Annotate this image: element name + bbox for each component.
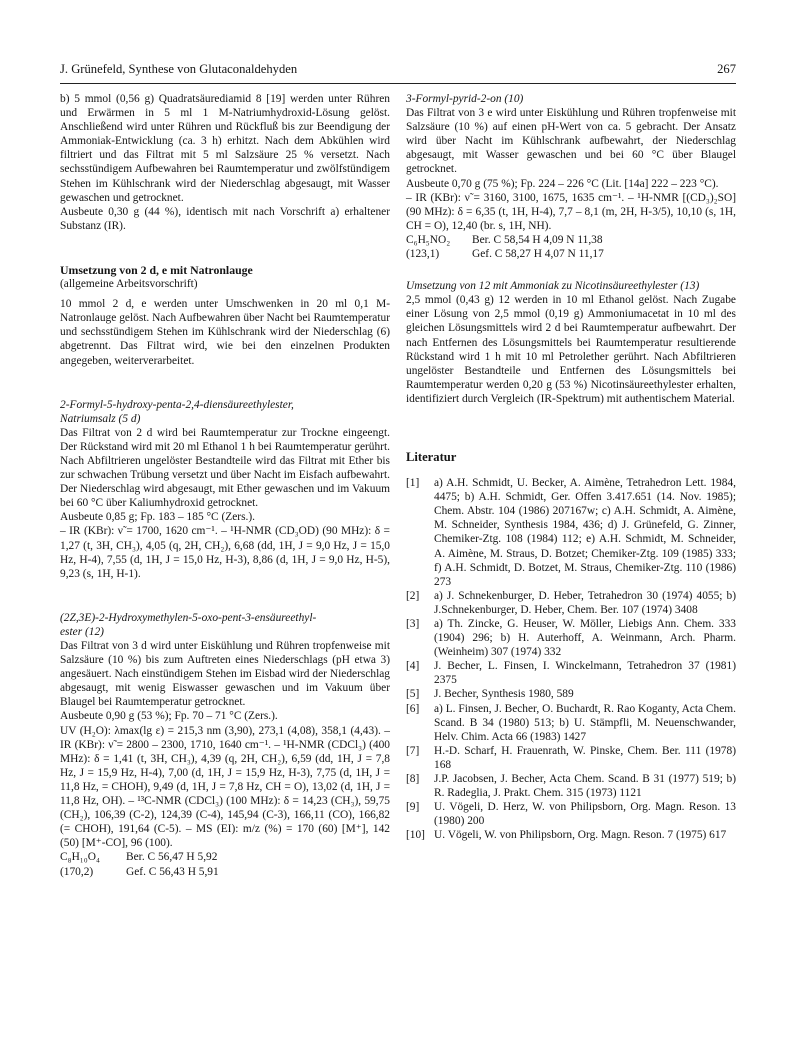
compound-13-procedure: 2,5 mmol (0,43 g) 12 werden in 10 ml Ethanol gelöst. Nach Zugabe einer Lösung von 2,5 mmol (0,19 g) Ammoniumacetat in 10 ml des gleichen Lösungsmittels wird 2 d bei Raumtemperatur aufbewahrt. Der nach Entfernen des Lösungsmittels bei Raumtemperatur resultierende Rückstand wird 1 h mit 10 ml Petrolether gerührt. Nach Abfiltrieren ungelöster Bestandteile und Entfernen des Lösungsmittels bei Raumtemperatur werden 0,20 g (53 %) Nicotinsäureethylester erhalten, identifiziert durch Vergleich (IR-Spektrum) mit authentischem Material.: [406, 294, 736, 405]
left-column: [60, 92, 390, 879]
molecular-weight: (123,1): [406, 248, 440, 261]
reference-number: [7]: [406, 744, 420, 757]
compound-12-procedure: Das Filtrat von 3 d wird unter Eiskühlung und Rühren tropfenweise mit Salzsäure (10 %) bis zum Auftreten eines Niederschlags (pH etwa 3) angesäuert. Nach einstündigem Stehen im Eisbad wird der Niederschlag abgesaugt, mit wenig Eiswasser gewaschen und im Vakuum über Blaugel bei Raumtemperatur getrocknet.: [60, 640, 390, 709]
literature-heading: Literatur: [406, 449, 457, 464]
compound-5d-title-line2: Natriumsalz (5 d): [60, 412, 141, 425]
page-number: 267: [717, 62, 736, 76]
reference-item: [406, 687, 736, 701]
compound-5d-yield: Ausbeute 0,85 g; Fp. 183 – 185 °C (Zers.).: [60, 511, 256, 524]
compound-10-yield: Ausbeute 0,70 g (75 %); Fp. 224 – 226 °C (Lit. [14a] 222 – 223 °C).: [406, 177, 719, 190]
compound-10-title: 3-Formyl-pyrid-2-on (10): [406, 93, 524, 105]
calculated-values: Ber. C 56,47 H 5,92: [126, 851, 218, 864]
compound-5d-procedure: Das Filtrat von 2 d wird bei Raumtemperatur zur Trockne eingeengt. Der Rückstand wird mit 20 ml Ethanol 1 h bei Raumtemperatur gerührt. Nach Abfiltrieren ungelöster Bestandteile wird das Filtrat mit Ether bis zur schwachen Trübung versetzt und über Nacht im Eisfach aufbewahrt. Der Niederschlag wird abgesaugt, mit Ether gewaschen und im Vakuum bei 60 °C über Kaliumhydroxid getrocknet.: [60, 426, 390, 510]
reference-text: a) J. Schnekenburger, D. Heber, Tetrahedron 30 (1974) 4055; b) J.Schnekenburger, D. Heber, Chem. Ber. 107 (1974) 3408: [434, 589, 736, 616]
molecular-formula: C₆H₅NO₂: [406, 233, 451, 246]
compound-12-title-line1: (2Z,3E)-2-Hydroxymethylen-5-oxo-pent-3-ensäureethyl-: [60, 611, 317, 624]
reference-text: J. Becher, L. Finsen, I. Winckelmann, Tetrahedron 37 (1981) 2375: [434, 660, 736, 687]
compound-10-procedure: Das Filtrat von 3 e wird unter Eiskühlung und Rühren tropfenweise mit Salzsäure (10 %) auf einen pH-Wert von ca. 5 gebracht. Der Ansatz wird über Nacht im Kühlschrank aufbewahrt, der Niederschlag abgesaugt, mit Wasser gewaschen und bei 60 °C über Blaugel getrocknet.: [406, 107, 736, 176]
reference-list: [406, 476, 736, 842]
reference-number: [2]: [406, 589, 420, 602]
compound-12-yield: Ausbeute 0,90 g (53 %); Fp. 70 – 71 °C (Zers.).: [60, 710, 278, 723]
reference-item: [406, 589, 736, 617]
compound-12-spectra: UV (H₂O): λmax(lg ε) = 215,3 nm (3,90), 273,1 (4,08), 358,1 (4,43). – IR (KBr): ν̃ = 2800 – 2300, 1710, 1640 cm⁻¹. – ¹H-NMR (CDCl₃) (400 MHz): δ = 1,41 (t, 3H, CH₃), 4,39 (q, 2H, CH₂), 6,59 (dd, 1H, J = 7,8 Hz, J = 15,9 Hz, H-4), 7,00 (d, 1H, J = 15,9 Hz, H-3), 7,75 (d, 1H, J = 11,8 Hz, = CHOH), 9,49 (d, 1H, J = 7,8 Hz, CH = O), 13,02 (d, 1H, J = 11,8 Hz, OH). – ¹³C-NMR (CDCl₃) (100 MHz): δ = 14,23 (CH₃), 59,75 (CH₂), 106,39 (C-2), 124,39 (C-4), 145,94 (C-3), 166,11 (CO), 166,82 (= CHOH), 191,64 (C-5). – MS (EI): m/z (%) = 170 (60) [M⁺], 142 (50) [M⁺-CO], 96 (100).: [60, 724, 390, 850]
reference-number: [6]: [406, 702, 420, 715]
compound-5d-title: [60, 398, 390, 426]
reference-number: [9]: [406, 801, 420, 814]
reference-number: [3]: [406, 618, 420, 630]
reference-text: a) L. Finsen, J. Becher, O. Buchardt, R. Rao Koganty, Acta Chem. Scand. B 34 (1980) 513; b) U. Stämpfli, M. Neuenschwander, Helv. Chim. Acta 66 (1983) 1427: [434, 702, 736, 743]
reference-text: J. Becher, Synthesis 1980, 589: [434, 688, 574, 701]
reference-item: [406, 772, 736, 800]
reference-text: U. Vögeli, W. von Philipsborn, Org. Magn. Reson. 7 (1975) 617: [434, 829, 727, 842]
compound-10-spectra: – IR (KBr): ν̃ = 3160, 3100, 1675, 1635 cm⁻¹. – ¹H-NMR [(CD₃)₂SO] (90 MHz): δ = 6,35 (t, 1H, H-4), 7,7 – 8,1 (m, 2H, H-3/5), 10,10 (s, 1H, CH = O), 12,40 (br. s, 1H, NH).: [406, 191, 736, 232]
reference-text: U. Vögeli, D. Herz, W. von Philipsborn, Org. Magn. Reson. 13 (1980) 200: [434, 801, 736, 828]
calculated-values: Ber. C 58,54 H 4,09 N 11,38: [472, 233, 603, 246]
procedure-b-text: b) 5 mmol (0,56 g) Quadratsäurediamid 8 [19] werden unter Rühren und Erwärmen in 5 ml 1 M-Natriumhydroxid-Lösung gelöst. Anschließend wird unter Rühren und Rückfluß bis zur Beendigung der Ammoniak-Entwicklung (ca. 3 h) erhitzt. Nach dem Abkühlen wird filtriert und das Filtrat mit 5 ml Salzsäure 25 % versetzt. Nach sechsstündigem Aufbewahren bei Raumtemperatur und zwölfstündigem Stehen im Kühlschrank wird der Niederschlag abgesaugt, mit Wasser gewaschen und getrocknet.: [60, 93, 390, 204]
reference-number: [4]: [406, 660, 420, 673]
reference-number: [8]: [406, 773, 420, 786]
running-header: [60, 62, 736, 82]
right-column: [406, 92, 736, 843]
section-subtitle: (allgemeine Arbeitsvorschrift): [60, 278, 198, 291]
molecular-formula: C₈H₁₀O₄: [60, 851, 100, 864]
reference-text: a) A.H. Schmidt, U. Becker, A. Aimène, Tetrahedron Lett. 1984, 4475; b) A.H. Schmidt, Ger. Offen 3.417.651 (14. Nov. 1985); Chem. Abstr. 104 (1986) 207167w; c) A.H. Schmidt, A. Aimène, M. Schneider, Synthesis 1984, 436; d) J. Grünefeld, G. Zinner, Chemiker-Ztg. 108 (1984) 112; e) A.H. Schmidt, M. Schneider, A. Aimène, M. Straus, D. Botzet; Chemiker-Ztg. 109 (1985) 333; f) A.H. Schmidt, D. Botzet, M. Straus, Chemiker-Ztg. 110 (1986) 273: [434, 477, 736, 588]
reference-text: a) Th. Zincke, G. Heuser, W. Möller, Liebigs Ann. Chem. 333 (1904) 296; b) H. Auterhoff, A. Weinmann, Arch. Pharm. (Weinheim) 307 (1974) 332: [434, 618, 736, 659]
reference-text: J.P. Jacobsen, J. Becher, Acta Chem. Scand. B 31 (1977) 519; b) R. Radeglia, J. Prakt. Chem. 315 (1973) 1121: [434, 773, 736, 800]
reference-number: [10]: [406, 829, 425, 842]
header-rule: [60, 83, 736, 84]
section-title-natronlauge: Umsetzung von 2 d, e mit Natronlauge: [60, 262, 253, 277]
compound-5d-title-line1: 2-Formyl-5-hydroxy-penta-2,4-diensäureethylester,: [60, 398, 294, 411]
compound-12-title: [60, 611, 390, 639]
reference-item: [406, 800, 736, 828]
procedure-b-yield: Ausbeute 0,30 g (44 %), identisch mit nach Vorschrift a) erhaltener Substanz (IR).: [60, 205, 390, 232]
reference-item: [406, 476, 736, 589]
compound-12-title-line2: ester (12): [60, 625, 104, 638]
reference-text: H.-D. Scharf, H. Frauenrath, W. Pinske, Chem. Ber. 111 (1978) 168: [434, 744, 736, 771]
reference-item: [406, 828, 736, 842]
running-title: J. Grünefeld, Synthese von Glutaconaldehyden: [60, 62, 298, 76]
compound-5d-spectra: – IR (KBr): ν̃ = 1700, 1620 cm⁻¹. – ¹H-NMR (CD₃OD) (90 MHz): δ = 1,27 (t, 3H, CH₃), 4,05 (q, 2H, CH₂), 6,68 (dd, 1H, J = 9,0 Hz, J = 15,0 Hz, H-4), 7,55 (d, 1H, J = 15,0 Hz, H-3), 8,86 (d, 1H, J = 9,0 Hz, H-5), 9,23 (s, 1H, H-1).: [60, 525, 390, 580]
reference-number: [5]: [406, 688, 420, 701]
molecular-weight: (170,2): [60, 865, 94, 878]
reference-item: [406, 702, 736, 744]
reference-item: [406, 744, 736, 772]
found-values: Gef. C 58,27 H 4,07 N 11,17: [472, 248, 604, 261]
compound-12-elemental-analysis: [60, 850, 390, 878]
reference-number: [1]: [406, 477, 420, 490]
reference-item: [406, 617, 736, 659]
section-body-natronlauge: 10 mmol 2 d, e werden unter Umschwenken in 20 ml 0,1 M-Natronlauge gelöst. Nach Aufbewahren über Nacht bei Raumtemperatur und sechsstündigem Stehen im Kühlschrank wird der Niederschlag (6) abgetrennt. Das Filtrat wird, wie bei den einzelnen Produkten angegeben, weiterverarbeitet.: [60, 298, 390, 367]
found-values: Gef. C 56,43 H 5,91: [126, 865, 219, 878]
compound-10-elemental-analysis: [406, 233, 736, 261]
compound-13-title: Umsetzung von 12 mit Ammoniak zu Nicotinsäureethylester (13): [406, 280, 700, 293]
reference-item: [406, 659, 736, 687]
